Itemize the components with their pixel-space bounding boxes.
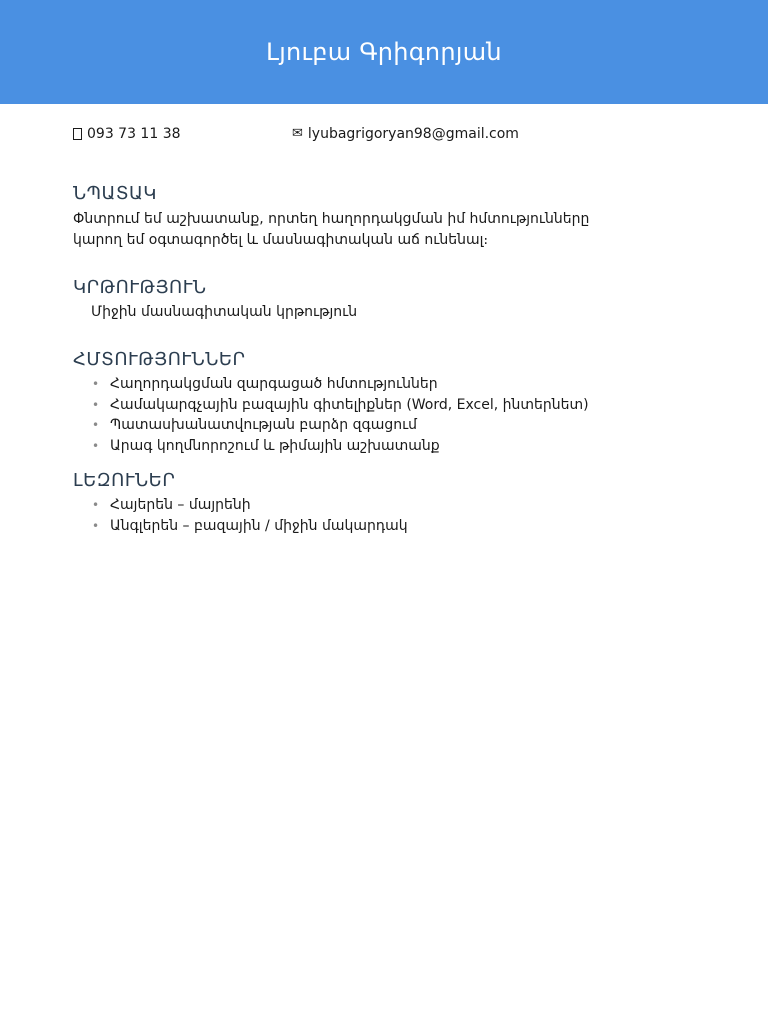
list-item: [92, 415, 695, 436]
objective-text-line-1: Փնտրում եմ աշխատանք, որտեղ հաղորդակցման իմ հմտությունները: [73, 211, 590, 227]
phone-number: 093 73 11 38: [87, 126, 181, 142]
objective-text-line-2: կարող եմ օգտագործել և մասնագիտական աճ ունենալ։: [73, 232, 489, 248]
skill-text: Համակարգչային բազային գիտելիքներ (Word, Excel, ինտերնետ): [110, 396, 589, 413]
phone-icon: [73, 128, 82, 140]
languages-list: [73, 495, 695, 536]
language-text: Հայերեն – մայրենի: [110, 497, 251, 513]
languages-title: ԼԵԶՈՒՆԵՐ: [73, 470, 176, 491]
skill-text: Պատասխանատվության բարձր զգացում: [110, 417, 418, 433]
bullet-icon: •: [92, 377, 100, 391]
language-text: Անգլերեն – բազային / միջին մակարդակ: [110, 517, 408, 534]
envelope-icon: ✉: [292, 126, 303, 141]
skills-title: ՀՄՏՈՒԹՅՈՒՆՆԵՐ: [73, 349, 246, 370]
list-item: [92, 495, 695, 516]
list-item: [92, 374, 695, 395]
list-item: [92, 395, 695, 416]
objective-title: ՆՊԱՏԱԿ: [73, 183, 157, 204]
bullet-icon: •: [92, 518, 100, 533]
email-address: lyubagrigoryan98@gmail.com: [307, 126, 519, 142]
contact-phone: [73, 125, 292, 143]
list-item: [92, 436, 695, 457]
contact-email: [292, 125, 519, 143]
bullet-icon: •: [92, 498, 100, 512]
skill-text: Հաղորդակցման զարգացած հմտություններ: [110, 376, 438, 392]
bullet-icon: •: [92, 397, 100, 412]
resume-header: [0, 0, 768, 104]
full-name: Լյուբա Գրիգորյան: [266, 38, 502, 66]
skills-list: [73, 374, 695, 456]
contact-row: [73, 125, 695, 143]
bullet-icon: •: [92, 418, 100, 432]
resume-body: [0, 125, 768, 536]
bullet-icon: •: [92, 438, 100, 453]
education-title: ԿՐԹՈՒԹՅՈՒՆ: [73, 277, 207, 298]
education-item: Միջին մասնագիտական կրթություն: [91, 304, 358, 320]
list-item: [92, 516, 695, 537]
skill-text: Արագ կողմնորոշում և թիմային աշխատանք: [110, 437, 440, 454]
objective-text: [73, 209, 613, 251]
